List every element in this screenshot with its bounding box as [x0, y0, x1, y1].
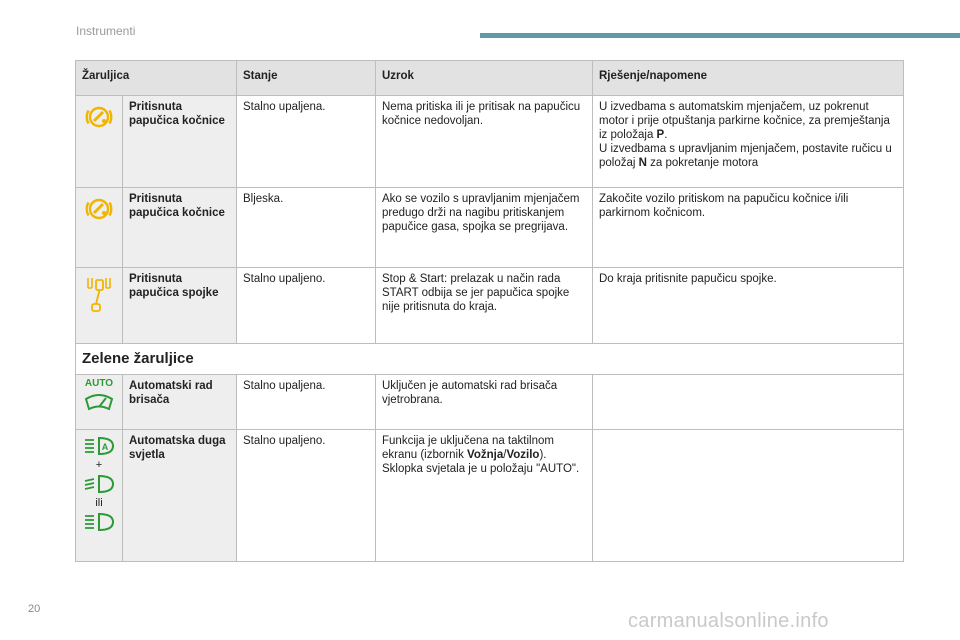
- watermark: carmanualsonline.info: [628, 610, 829, 632]
- warning-lights-table: [75, 60, 904, 562]
- menu-name: Vožnja: [467, 449, 504, 461]
- table-header-row: [76, 61, 904, 96]
- lamp-state: Bljeska.: [237, 188, 376, 268]
- lamp-solution: Do kraja pritisnite papučicu spojke.: [593, 268, 904, 344]
- lamp-cause: Uključen je automatski rad brisača vjetrobrana.: [376, 375, 593, 430]
- table-row: [76, 268, 904, 344]
- lamp-state: Stalno upaljena.: [237, 96, 376, 188]
- table-row: [76, 188, 904, 268]
- svg-text:A: A: [101, 442, 109, 452]
- clutch-pedal-icon: [84, 274, 114, 318]
- auto-headlamp-icon: [83, 436, 115, 456]
- icon-cell: [76, 430, 123, 562]
- section-row: [76, 344, 904, 375]
- lamp-name: Automatski rad brisača: [123, 375, 237, 430]
- lamp-name: Automatska duga svjetla: [123, 430, 237, 562]
- lamp-state: Stalno upaljena.: [237, 375, 376, 430]
- column-header-solution: Rješenje/napomene: [593, 61, 904, 96]
- lamp-state: Stalno upaljeno.: [237, 268, 376, 344]
- column-header-lamp: Žaruljica: [76, 61, 237, 96]
- table-row: [76, 430, 904, 562]
- icon-cell: [76, 188, 123, 268]
- cause-text: ).: [539, 449, 547, 461]
- lamp-cause: Ako se vozilo s upravljanim mjenjačem predugo drži na nagibu pritiskanjem papučice gasa, spojka se pregrijava.: [376, 188, 593, 268]
- auto-wiper-icon: [83, 389, 115, 413]
- or-label: ili: [95, 497, 103, 509]
- icon-cell: [76, 268, 123, 344]
- lamp-name: Pritisnuta papučica kočnice: [123, 96, 237, 188]
- cause-text: Sklopka svjetala je u položaju "AUTO".: [382, 463, 580, 475]
- header-accent-bar: [480, 33, 960, 38]
- lamp-cause: Nema pritiska ili je pritisak na papučicu kočnice nedovoljan.: [376, 96, 593, 188]
- high-beam-icon: [83, 512, 115, 532]
- icon-cell: [76, 96, 123, 188]
- auto-label: AUTO: [84, 378, 114, 389]
- table-row: [76, 375, 904, 430]
- lamp-solution: [593, 96, 904, 188]
- solution-text: za pokretanje motora: [646, 157, 759, 169]
- lamp-solution: [593, 430, 904, 562]
- lamp-solution: Zakočite vozilo pritiskom na papučicu kočnice i/ili parkirnom kočnicom.: [593, 188, 904, 268]
- lamp-state: Stalno upaljeno.: [237, 430, 376, 562]
- section-title: Zelene žaruljice: [76, 344, 904, 375]
- high-beam-icon: [83, 474, 115, 494]
- icon-cell: [76, 375, 123, 430]
- lamp-name: Pritisnuta papučica kočnice: [123, 188, 237, 268]
- plus-label: +: [95, 459, 103, 471]
- column-header-state: Stanje: [237, 61, 376, 96]
- solution-text: U izvedbama s automatskim mjenjačem, uz pokrenut motor i prije otpuštanja parkirne kočnice, za premještanja iz položaja: [599, 101, 890, 141]
- solution-bold: N: [638, 157, 647, 169]
- menu-name: Vozilo: [506, 449, 540, 461]
- brake-pedal-warning-icon: [84, 194, 114, 224]
- lamp-cause: [376, 430, 593, 562]
- brake-pedal-warning-icon: [84, 102, 114, 132]
- header-title: Instrumenti: [76, 24, 136, 38]
- page-number: 20: [28, 603, 41, 615]
- lamp-name: Pritisnuta papučica spojke: [123, 268, 237, 344]
- solution-bold: P: [656, 129, 665, 141]
- table-row: [76, 96, 904, 188]
- lamp-cause: Stop & Start: prelazak u način rada START odbija se jer papučica spojke nije pritisnuta do kraja.: [376, 268, 593, 344]
- column-header-cause: Uzrok: [376, 61, 593, 96]
- lamp-solution: [593, 375, 904, 430]
- cause-text: Funkcija je uključena na taktilnom ekranu (izbornik: [382, 435, 554, 461]
- solution-text: .: [664, 129, 668, 141]
- cause-separator: /: [503, 449, 507, 461]
- solution-text: U izvedbama s upravljanim mjenjačem, postavite ručicu u položaj: [599, 143, 892, 169]
